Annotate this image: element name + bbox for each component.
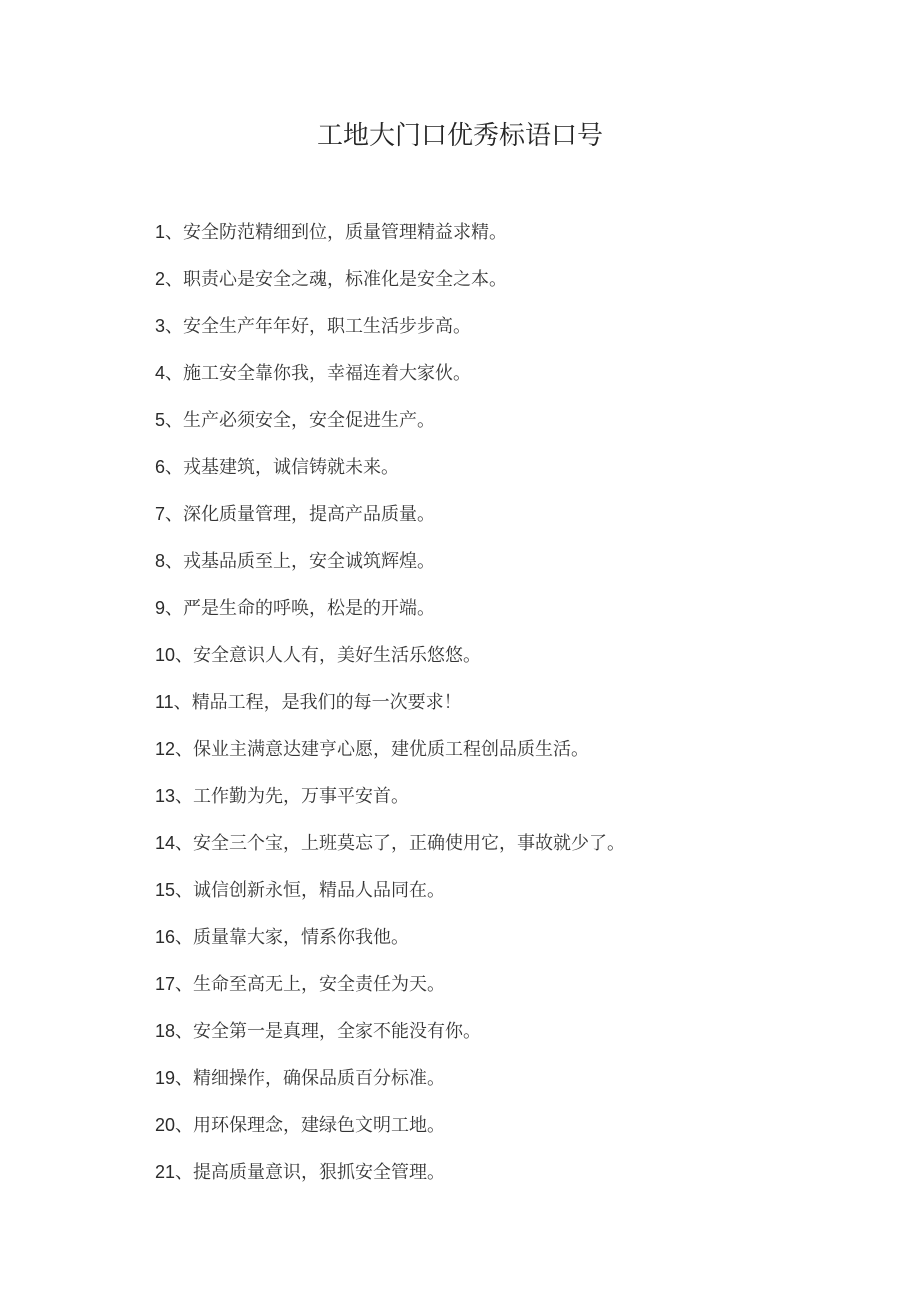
item-number: 9、 bbox=[155, 598, 184, 618]
slogan-item bbox=[155, 1020, 860, 1043]
slogan-item bbox=[155, 1114, 860, 1137]
item-number: 12、 bbox=[155, 739, 194, 759]
item-number: 1、 bbox=[155, 222, 184, 242]
slogan-item bbox=[155, 550, 860, 573]
item-text: 安全第一是真理，全家不能没有你。 bbox=[193, 1021, 482, 1041]
slogan-item bbox=[155, 268, 860, 291]
item-text: 戎基建筑，诚信铸就未来。 bbox=[183, 457, 400, 477]
slogan-list bbox=[0, 221, 920, 1184]
item-number: 16、 bbox=[155, 927, 194, 947]
item-text: 质量靠大家，情系你我他。 bbox=[193, 927, 410, 947]
item-number: 10、 bbox=[155, 645, 194, 665]
item-text: 生产必须安全，安全促进生产。 bbox=[183, 410, 436, 430]
slogan-item bbox=[155, 973, 860, 996]
item-number: 4、 bbox=[155, 363, 184, 383]
item-text: 提高质量意识，狠抓安全管理。 bbox=[193, 1162, 446, 1182]
slogan-item bbox=[155, 456, 860, 479]
item-number: 5、 bbox=[155, 410, 184, 430]
item-number: 14、 bbox=[155, 833, 194, 853]
item-number: 18、 bbox=[155, 1021, 194, 1041]
item-number: 7、 bbox=[155, 504, 184, 524]
item-number: 15、 bbox=[155, 880, 194, 900]
item-text: 安全三个宝，上班莫忘了，正确使用它，事故就少了。 bbox=[193, 833, 626, 853]
item-text: 安全生产年年好，职工生活步步高。 bbox=[183, 316, 472, 336]
slogan-item bbox=[155, 785, 860, 808]
slogan-item bbox=[155, 409, 860, 432]
slogan-item bbox=[155, 221, 860, 244]
slogan-item bbox=[155, 832, 860, 855]
item-number: 11、 bbox=[155, 692, 192, 712]
slogan-item bbox=[155, 691, 860, 714]
slogan-item bbox=[155, 644, 860, 667]
item-number: 2、 bbox=[155, 269, 184, 289]
slogan-item bbox=[155, 738, 860, 761]
slogan-item bbox=[155, 315, 860, 338]
item-number: 21、 bbox=[155, 1162, 194, 1182]
slogan-item bbox=[155, 362, 860, 385]
item-text: 安全意识人人有，美好生活乐悠悠。 bbox=[193, 645, 482, 665]
item-number: 3、 bbox=[155, 316, 184, 336]
document-title: 工地大门口优秀标语口号 bbox=[316, 121, 603, 150]
item-number: 20、 bbox=[155, 1115, 194, 1135]
slogan-item bbox=[155, 879, 860, 902]
item-text: 职责心是安全之魂，标准化是安全之本。 bbox=[183, 269, 508, 289]
item-text: 戎基品质至上，安全诚筑辉煌。 bbox=[183, 551, 436, 571]
item-text: 生命至高无上，安全责任为天。 bbox=[193, 974, 446, 994]
item-text: 施工安全靠你我，幸福连着大家伙。 bbox=[183, 363, 472, 383]
item-number: 19、 bbox=[155, 1068, 194, 1088]
item-text: 保业主满意达建亨心愿，建优质工程创品质生活。 bbox=[193, 739, 590, 759]
slogan-item bbox=[155, 597, 860, 620]
item-text: 深化质量管理，提高产品质量。 bbox=[183, 504, 436, 524]
item-text: 诚信创新永恒，精品人品同在。 bbox=[193, 880, 446, 900]
item-text: 安全防范精细到位，质量管理精益求精。 bbox=[183, 222, 508, 242]
slogan-item bbox=[155, 1067, 860, 1090]
item-number: 8、 bbox=[155, 551, 184, 571]
slogan-item bbox=[155, 926, 860, 949]
item-text: 精品工程，是我们的每一次要求！ bbox=[191, 692, 462, 712]
item-text: 精细操作，确保品质百分标准。 bbox=[193, 1068, 446, 1088]
item-number: 17、 bbox=[155, 974, 194, 994]
item-number: 6、 bbox=[155, 457, 184, 477]
item-text: 工作勤为先，万事平安首。 bbox=[193, 786, 410, 806]
item-number: 13、 bbox=[155, 786, 194, 806]
item-text: 严是生命的呼唤，松是的开端。 bbox=[183, 598, 436, 618]
slogan-item bbox=[155, 503, 860, 526]
slogan-item bbox=[155, 1161, 860, 1184]
item-text: 用环保理念，建绿色文明工地。 bbox=[193, 1115, 446, 1135]
